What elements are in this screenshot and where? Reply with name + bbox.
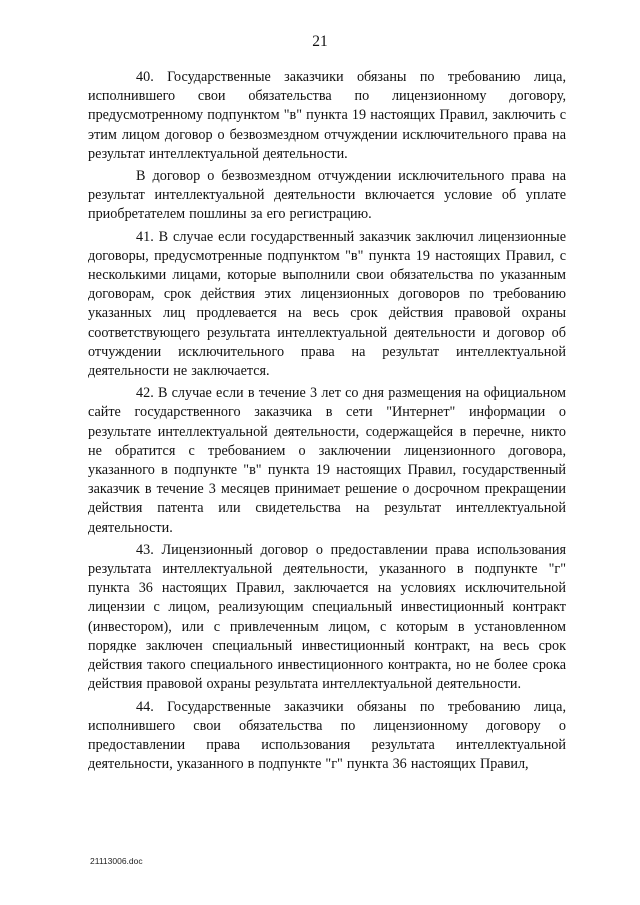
- document-body: [88, 68, 566, 774]
- paragraph-40-continuation: В договор о безвозмездном отчуждении исключительного права на результат интеллектуальной деятельности включается условие об уплате приобретателем пошлины за его регистрацию.: [88, 168, 566, 223]
- paragraph-44: 44. Государственные заказчики обязаны по требованию лица, исполнившего свои обязательства по лицензионному договору о предоставлении права использования результата интеллектуальной деятельности, указанного в подпункте "г" пункта 36 настоящих Правил,: [88, 698, 566, 773]
- paragraph-40: 40. Государственные заказчики обязаны по требованию лица, исполнившего свои обязательства по лицензионному договору, предусмотренному подпунктом "в" пункта 19 настоящих Правил, заключить с этим лицом договор о безвозмездном отчуждении исключительного права на результат интеллектуальной деятельности.: [88, 69, 566, 162]
- footer-filename: 21113006.doc: [90, 856, 143, 866]
- paragraph-42: 42. В случае если в течение 3 лет со дня размещения на официальном сайте государственного заказчика в сети "Интернет" информации о результате интеллектуальной деятельности, содержащейся в перечне, никто не обратится с требованием о заключении лицензионного договора, указанного в подпункте "в" пункта 19 настоящих Правил, государственный заказчик в течение 3 месяцев принимает решение о досрочном прекращении действия патента или свидетельства на результат интеллектуальной деятельности.: [88, 385, 566, 536]
- paragraph-41: 41. В случае если государственный заказчик заключил лицензионные договоры, предусмотренные подпунктом "в" пункта 19 настоящих Правил, с несколькими лицами, которые выполнили свои обязательства по указанным договорам, срок действия этих лицензионных договоров по требованию указанных лиц продлевается на весь срок действия правовой охраны соответствующего результата интеллектуальной деятельности и договор об отчуждении исключительного права на результат интеллектуальной деятельности не заключается.: [88, 228, 566, 380]
- paragraph-43: 43. Лицензионный договор о предоставлении права использования результата интеллектуальной деятельности, указанного в подпункте "г" пункта 36 настоящих Правил, заключается на условиях исключительной лицензии с лицом, реализующим специальный инвестиционный контракт (инвестором), или с привлеченным лицом, с которым в установленном порядке заключен специальный инвестиционный контракт, на весь срок действия такого специального инвестиционного контракта, но не более срока действия правовой охраны результата интеллектуальной деятельности.: [88, 541, 566, 693]
- page-number: 21: [312, 33, 328, 50]
